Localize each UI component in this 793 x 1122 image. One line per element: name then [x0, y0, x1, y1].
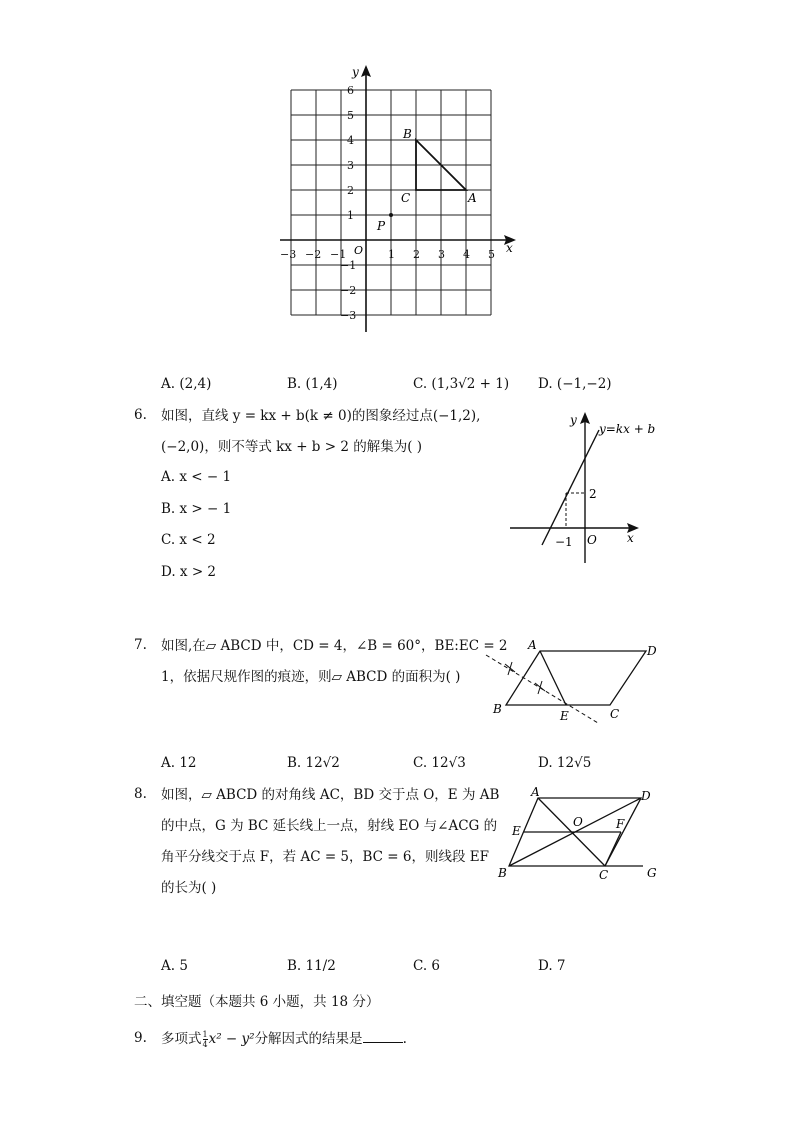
y-tick: 1 — [347, 209, 354, 222]
q9-end: . — [402, 1031, 407, 1047]
x-tick: −1 — [330, 248, 347, 261]
q9-number: 9. — [134, 1030, 147, 1046]
q7-option-c[interactable]: C. 12√3 — [413, 755, 466, 771]
y-axis-label: y — [352, 65, 359, 79]
x-tick: 5 — [488, 248, 495, 261]
q7-stem-line2: 1，依据尺规作图的痕迹，则▱ ABCD 的面积为( ) — [161, 669, 461, 685]
q8-stem-line3: 角平分线交于点 F，若 AC = 5，BC = 6，则线段 EF — [161, 849, 490, 865]
x-tick: −3 — [280, 248, 297, 261]
origin-label: O — [587, 533, 597, 547]
point-a-label: A — [528, 638, 537, 652]
q5-option-d[interactable]: D. (−1,−2) — [538, 376, 612, 392]
point-o-label: O — [573, 815, 583, 829]
y-tick: −3 — [340, 309, 357, 322]
origin-label: O — [354, 244, 364, 257]
point-b-label: B — [493, 702, 502, 716]
y-axis-label: y — [570, 413, 577, 427]
point-e-label: E — [560, 709, 569, 723]
q9-answer-blank[interactable] — [363, 1030, 403, 1043]
point-c-label: C — [610, 707, 620, 721]
q7-number: 7. — [134, 637, 147, 653]
q7-option-a[interactable]: A. 12 — [161, 755, 197, 771]
point-a-label: A — [531, 785, 540, 799]
y-tick: 3 — [347, 159, 354, 172]
q6-stem-line2: (−2,0)，则不等式 kx + b > 2 的解集为( ) — [161, 439, 423, 455]
q5-option-c[interactable]: C. (1,3√2 + 1) — [413, 376, 510, 392]
q9-fraction — [203, 1030, 208, 1049]
point-f-label: F — [616, 817, 625, 831]
x-axis-label: x — [627, 531, 634, 545]
y-tick: −1 — [340, 259, 357, 272]
q5-grid-figure — [270, 60, 530, 340]
y-tick: 5 — [347, 109, 354, 122]
point-b-label: B — [403, 127, 412, 141]
q6-option-a[interactable]: A. x < − 1 — [161, 469, 232, 485]
q8-stem-line1: 如图，▱ ABCD 的对角线 AC，BD 交于点 O，E 为 AB — [161, 787, 500, 803]
q9-expression: x² − y² — [208, 1031, 255, 1047]
q8-parallelogram-figure — [493, 782, 663, 882]
value-2-label: 2 — [589, 487, 597, 501]
q6-stem-line1: 如图，直线 y = kx + b(k ≠ 0)的图象经过点(−1,2), — [161, 408, 481, 424]
point-a-label: A — [468, 191, 477, 205]
q5-option-a[interactable]: A. (2,4) — [161, 376, 212, 392]
q7-option-b[interactable]: B. 12√2 — [287, 755, 340, 771]
q9-stem — [161, 1030, 407, 1049]
point-d-label: D — [647, 644, 657, 658]
q8-option-b[interactable]: B. 11/2 — [287, 958, 336, 974]
point-g-label: G — [647, 866, 657, 880]
point-d-label: D — [641, 789, 651, 803]
q6-option-b[interactable]: B. x > − 1 — [161, 501, 232, 517]
x-tick: 2 — [413, 248, 420, 261]
y-tick: −2 — [340, 284, 357, 297]
x-tick: 3 — [438, 248, 445, 261]
q8-stem-line4: 的长为( ) — [161, 880, 217, 896]
q5-option-b[interactable]: B. (1,4) — [287, 376, 338, 392]
x-tick: 4 — [463, 248, 470, 261]
q7-parallelogram-figure — [478, 635, 668, 730]
point-p-label: P — [377, 219, 386, 233]
point-e-label: E — [512, 824, 521, 838]
y-tick: 2 — [347, 184, 354, 197]
q6-number: 6. — [134, 407, 147, 423]
line-label: y=kx + b — [599, 422, 655, 436]
x-tick: −2 — [305, 248, 322, 261]
x-tick: 1 — [388, 248, 395, 261]
section-heading-fill-in: 二、填空题（本题共 6 小题，共 18 分） — [134, 994, 380, 1010]
q6-option-c[interactable]: C. x < 2 — [161, 532, 216, 548]
q8-option-d[interactable]: D. 7 — [538, 958, 566, 974]
q8-option-c[interactable]: C. 6 — [413, 958, 441, 974]
point-c-label: C — [599, 868, 609, 882]
point-c-label: C — [401, 191, 411, 205]
q9-suffix: 分解因式的结果是 — [254, 1031, 363, 1047]
q6-line-figure — [505, 408, 655, 568]
q8-option-a[interactable]: A. 5 — [161, 958, 188, 974]
q7-option-d[interactable]: D. 12√5 — [538, 755, 592, 771]
q9-frac-den: 4 — [202, 1040, 208, 1049]
x-axis-label: x — [506, 241, 513, 255]
q8-number: 8. — [134, 786, 147, 802]
q9-prefix: 多项式 — [161, 1031, 202, 1047]
y-tick: 4 — [347, 134, 354, 147]
q8-stem-line2: 的中点，G 为 BC 延长线上一点，射线 EO 与∠ACG 的 — [161, 818, 498, 834]
q6-option-d[interactable]: D. x > 2 — [161, 564, 217, 580]
point-b-label: B — [498, 866, 507, 880]
point-p — [389, 213, 393, 217]
q7-stem-line1: 如图,在▱ ABCD 中，CD = 4，∠B = 60°，BE:EC = 2 — [161, 638, 508, 654]
value-neg1-label: −1 — [555, 535, 573, 549]
y-tick: 6 — [347, 84, 354, 97]
q9-frac-num: 1 — [202, 1030, 208, 1039]
